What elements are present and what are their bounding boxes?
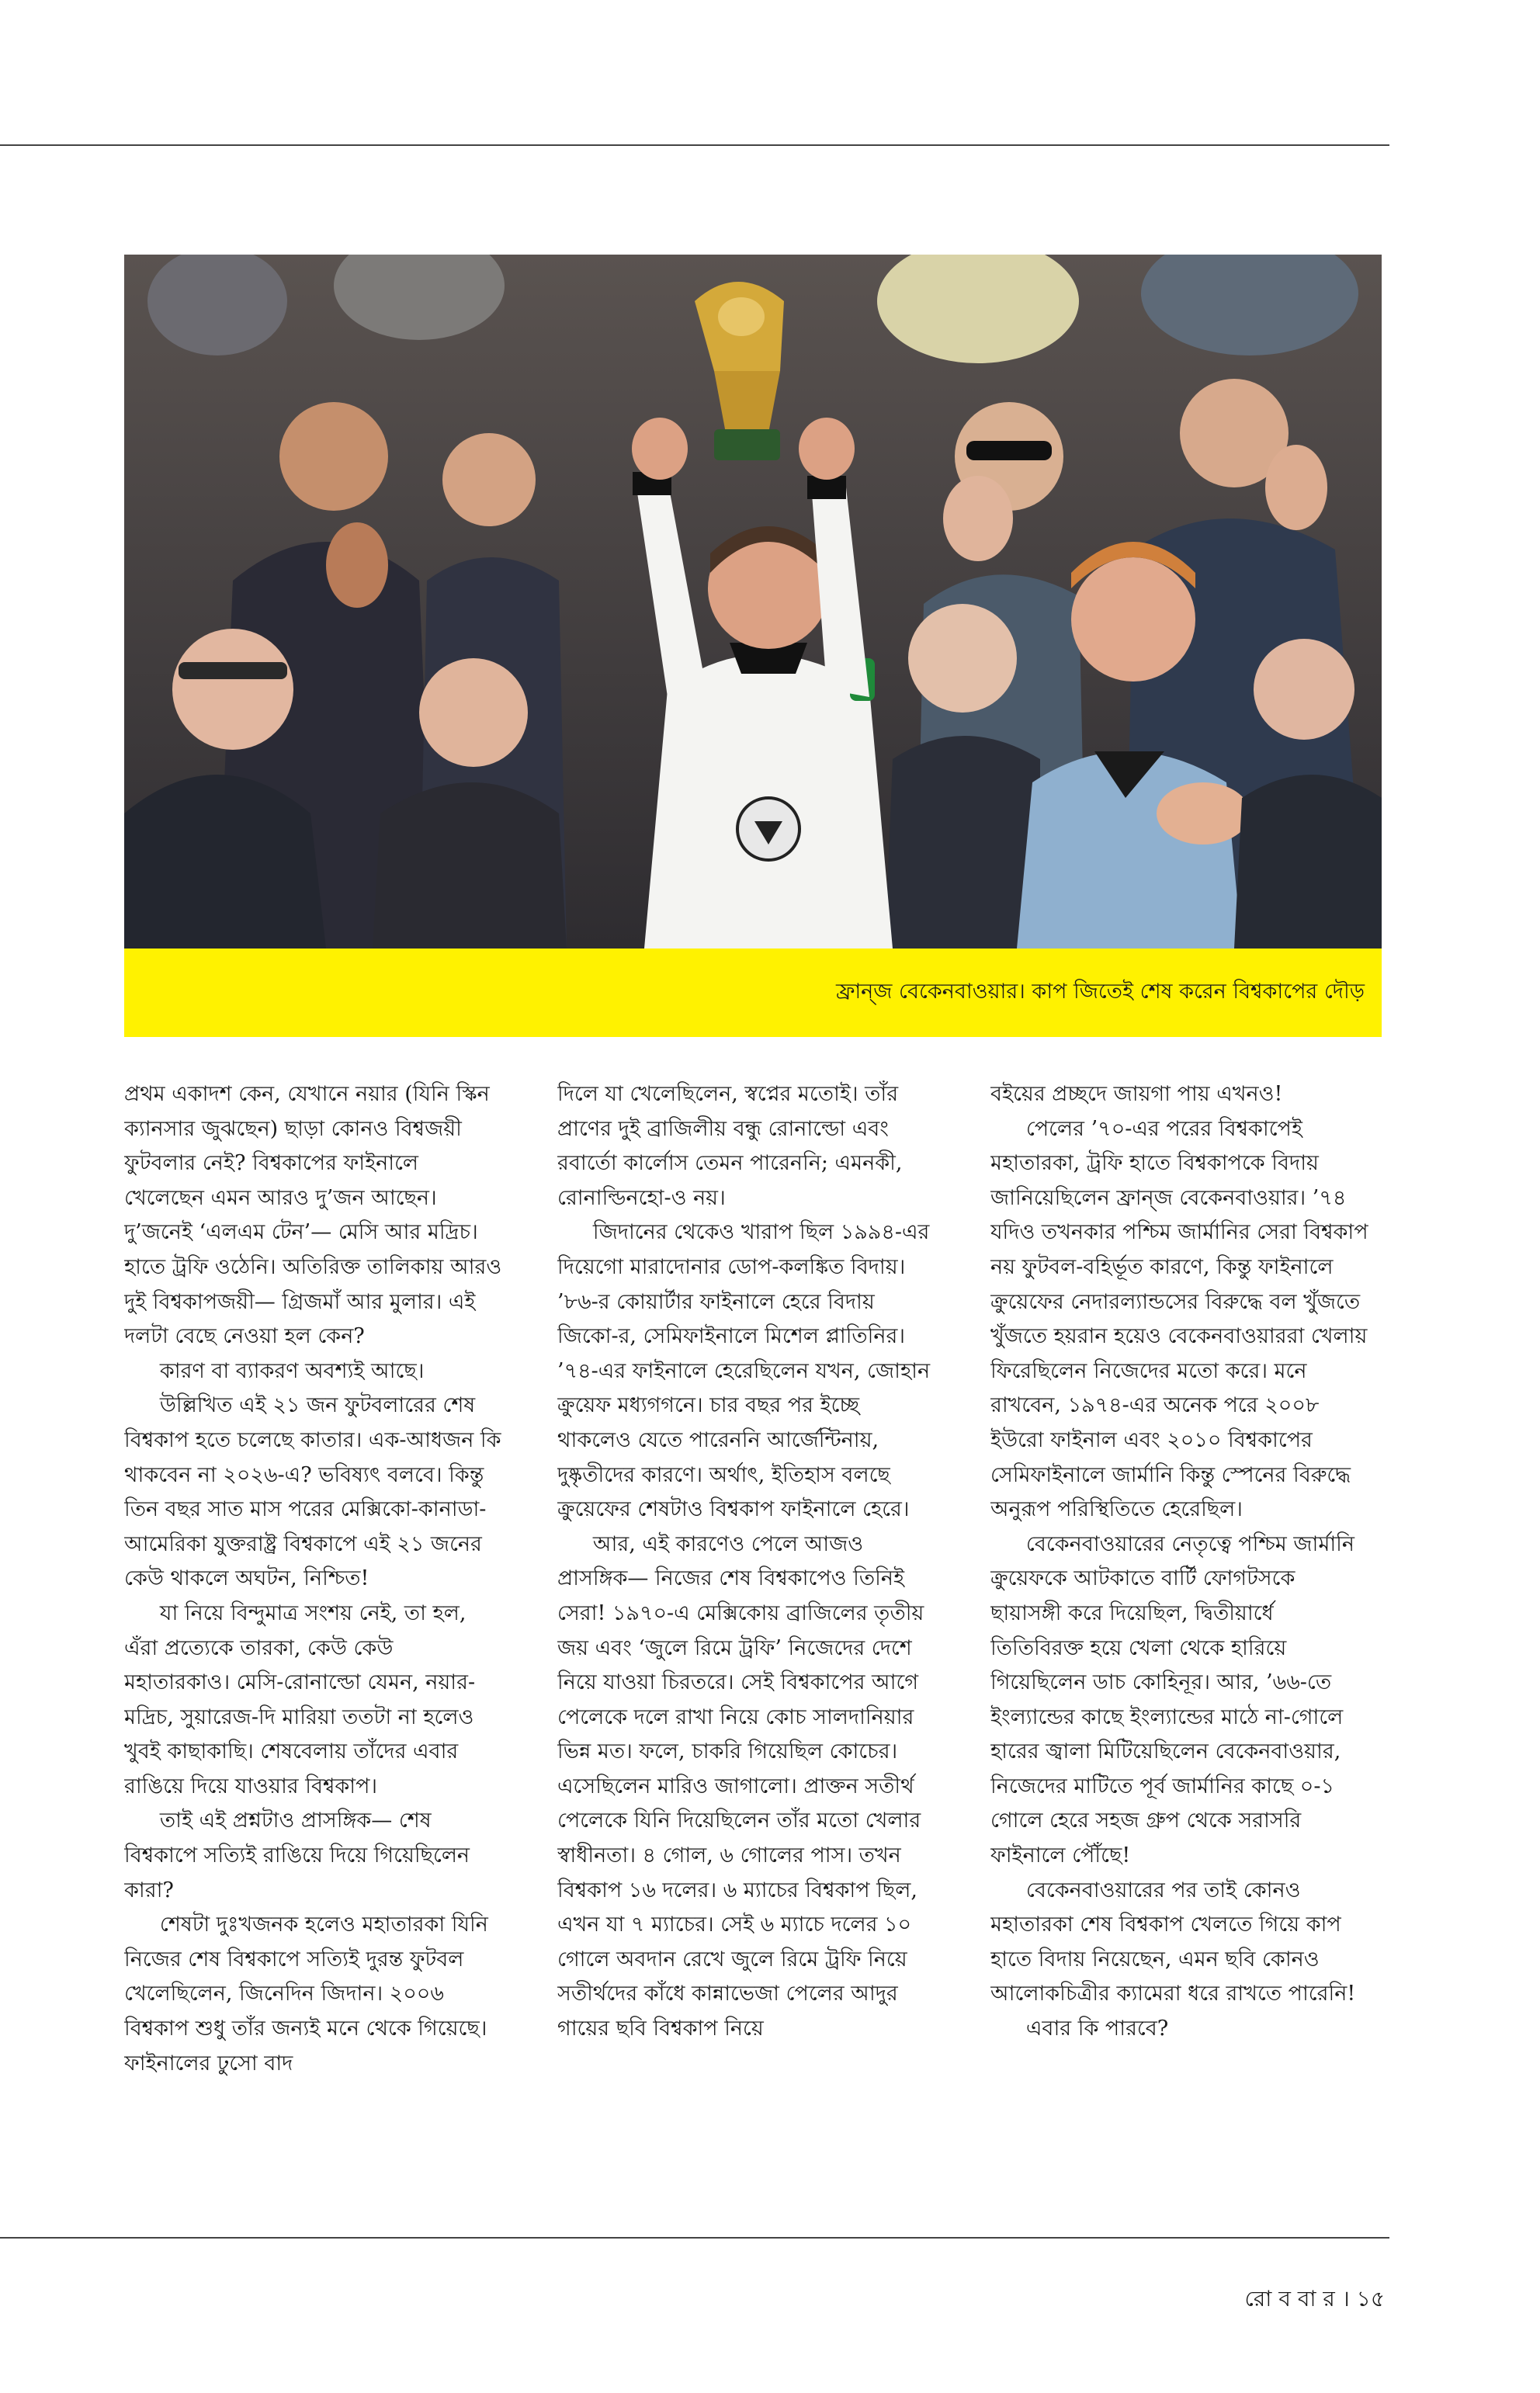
trophy-celebration-photo bbox=[124, 255, 1382, 949]
bottom-rule bbox=[0, 2237, 1389, 2239]
top-rule bbox=[0, 144, 1389, 146]
paragraph: শেষটা দুঃখজনক হলেও মহাতারকা যিনি নিজের শেষ বিশ্বকাপে সত্যিই দুরন্ত ফুটবল খেলেছিলেন, জিনেদিন জিদান। ২০০৬ বিশ্বকাপ শুধু তাঁর জন্যই মনে থেকে গিয়েছে। ফাইনালের ঢুসো বাদ bbox=[124, 1913, 488, 2076]
photo-caption-bar bbox=[124, 949, 1382, 1037]
page-number: ১৫ bbox=[1356, 2286, 1385, 2311]
paragraph: এবার কি পারবে? bbox=[1025, 2017, 1169, 2041]
magazine-name: রো ব বা র bbox=[1244, 2286, 1335, 2311]
paragraph: বেকেনবাওয়ারের পর তাই কোনও মহাতারকা শেষ বিশ্বকাপ খেলতে গিয়ে কাপ হাতে বিদায় নিয়েছেন, এমন ছবি কোনও আলোকচিত্রীর ক্যামেরা ধরে রাখতে পারেনি! bbox=[990, 1878, 1356, 2006]
paragraph: আর, এই কারণেও পেলে আজও প্রাসঙ্গিক— নিজের শেষ বিশ্বকাপেও তিনিই সেরা! ১৯৭০-এ মেক্সিকোয় ব্রাজিলের তৃতীয় জয় এবং ‘জুলে রিমে ট্রফি’ নিজেদের দেশে নিয়ে যাওয়া চিরতরে। সেই বিশ্বকাপের আগে পেলেকে দলে রাখা নিয়ে কোচ সালদানিয়ার ভিন্ন মত। ফলে, চাকরি গিয়েছিল কোচের। এসেছিলেন মারিও জাগালো। প্রাক্তন সতীর্থ পেলেকে যিনি দিয়েছিলেন তাঁর মতো খেলার স্বাধীনতা। ৪ গোল, ৬ গোলের পাস। তখন বিশ্বকাপ ১৬ দলের। ৬ ম্যাচের বিশ্বকাপ ছিল, এখন যা ৭ ম্যাচের। সেই ৬ ম্যাচে দলের ১০ গোলে অবদান রেখে জুলে রিমে ট্রফি নিয়ে সতীর্থদের কাঁধে কান্নাভেজা পেলের আদুর গায়ের ছবি বিশ্বকাপ নিয়ে bbox=[557, 1531, 924, 2041]
paragraph: পেলের ’৭০-এর পরের বিশ্বকাপেই মহাতারকা, ট্রফি হাতে বিশ্বকাপকে বিদায় জানিয়েছিলেন ফ্রান্জ বেকেনবাওয়ার। ’৭৪ যদিও তখনকার পশ্চিম জার্মানির সেরা বিশ্বকাপ নয় ফুটবল-বহির্ভূত কারণে, কিন্তু ফাইনালে ক্রুয়েফের নেদারল্যান্ডসের বিরুদ্ধে বল খুঁজতে খুঁজতে হয়রান হয়েও বেকেনবাওয়াররা খেলায় ফিরেছিলেন নিজেদের মতো করে। মনে রাখবেন, ১৯৭৪-এর অনেক পরে ২০০৮ ইউরো ফাইনাল এবং ২০১০ বিশ্বকাপের সেমিফাইনালে জার্মানি কিন্তু স্পেনের বিরুদ্ধে অনুরূপ পরিস্থিতিতে হেরেছিল। bbox=[990, 1116, 1368, 1522]
paragraph: কারণ বা ব্যাকরণ অবশ্যই আছে। bbox=[159, 1358, 425, 1383]
paragraph: উল্লিখিত এই ২১ জন ফুটবলারের শেষ বিশ্বকাপ হতে চলেছে কাতার। এক-আধজন কি থাকবেন না ২০২৬-এ? ভবিষ্যৎ বলবে। কিন্তু তিন বছর সাত মাস পরের মেক্সিকো-কানাডা-আমেরিকা যুক্তরাষ্ট্র বিশ্বকাপে এই ২১ জনের কেউ থাকলে অঘটন, নিশ্চিত! bbox=[124, 1393, 501, 1591]
photo-caption: ফ্রান্জ বেকেনবাওয়ার। কাপ জিতেই শেষ করেন বিশ্বকাপের দৌড় bbox=[835, 979, 1365, 1004]
footer-separator: । bbox=[1341, 2286, 1350, 2311]
paragraph: জিদানের থেকেও খারাপ ছিল ১৯৯৪-এর দিয়েগো মারাদোনার ডোপ-কলঙ্কিত বিদায়। ’৮৬-র কোয়ার্টার ফাইনালে হেরে বিদায় জিকো-র, সেমিফাইনালে মিশেল প্লাতিনির। ’৭৪-এর ফাইনালে হেরেছিলেন যখন, জোহান ক্রুয়েফ মধ্যগগনে। চার বছর পর ইচ্ছে থাকলেও যেতে পারেননি আর্জেন্টিনায়, দুষ্কৃতীদের কারণে। অর্থাৎ, ইতিহাস বলছে ক্রুয়েফের শেষটাও বিশ্বকাপ ফাইনালে হেরে। bbox=[557, 1220, 931, 1522]
paragraph: বেকেনবাওয়ারের নেতৃত্বে পশ্চিম জার্মানি ক্রুয়েফকে আটকাতে বার্টি ফোগটসকে ছায়াসঙ্গী করে দিয়েছিল, দ্বিতীয়ার্ধে তিতিবিরক্ত হয়ে খেলা থেকে হারিয়ে গিয়েছিলেন ডাচ কোহিনূর। আর, ’৬৬-তে ইংল্যান্ডের কাছে ইংল্যান্ডের মাঠে না-গোলে হারের জ্বালা মিটিয়েছিলেন বেকেনবাওয়ার, নিজেদের মাটিতে পূর্ব জার্মানির কাছে ০-১ গোলে হেরে সহজ গ্রুপ থেকে সরাসরি ফাইনালে পৌঁছে! bbox=[990, 1531, 1354, 1868]
article-column-3 bbox=[990, 1077, 1371, 2187]
paragraph: প্রথম একাদশ কেন, যেখানে নয়ার (যিনি স্কিন ক্যানসার জুঝছেন) ছাড়া কোনও বিশ্বজয়ী ফুটবলার নেই? বিশ্বকাপের ফাইনালে খেলেছেন এমন আরও দু’জন আছেন। দু’জনেই ‘এলএম টেন’— মেসি আর মদ্রিচ। হাতে ট্রফি ওঠেনি। অতিরিক্ত তালিকায় আরও দুই বিশ্বকাপজয়ী— গ্রিজমাঁ আর মুলার। এই দলটা বেছে নেওয়া হল কেন? bbox=[124, 1082, 502, 1349]
paragraph: যা নিয়ে বিন্দুমাত্র সংশয় নেই, তা হল, এঁরা প্রত্যেকে তারকা, কেউ কেউ মহাতারকাও। মেসি-রোনাল্ডো যেমন, নয়ার-মদ্রিচ, সুয়ারেজ-দি মারিয়া ততটা না হলেও খুবই কাছাকাছি। শেষবেলায় তাঁদের এবার রাঙিয়ে দিয়ে যাওয়ার বিশ্বকাপ। bbox=[124, 1601, 476, 1798]
article-column-2 bbox=[557, 1077, 938, 2187]
photo-illustration bbox=[124, 255, 1382, 949]
paragraph: বইয়ের প্রচ্ছদে জায়গা পায় এখনও! bbox=[990, 1082, 1283, 1106]
paragraph: তাই এই প্রশ্নটাও প্রাসঙ্গিক— শেষ বিশ্বকাপে সত্যিই রাঙিয়ে দিয়ে গিয়েছিলেন কারা? bbox=[124, 1809, 470, 1902]
paragraph: দিলে যা খেলেছিলেন, স্বপ্নের মতোই। তাঁর প্রাণের দুই ব্রাজিলীয় বন্ধু রোনাল্ডো এবং রবার্তো কার্লোস তেমন পারেননি; এমনকী, রোনাল্ডিনহো-ও নয়। bbox=[557, 1082, 903, 1210]
page-footer bbox=[1245, 2282, 1385, 2318]
article-column-1 bbox=[124, 1077, 505, 2187]
